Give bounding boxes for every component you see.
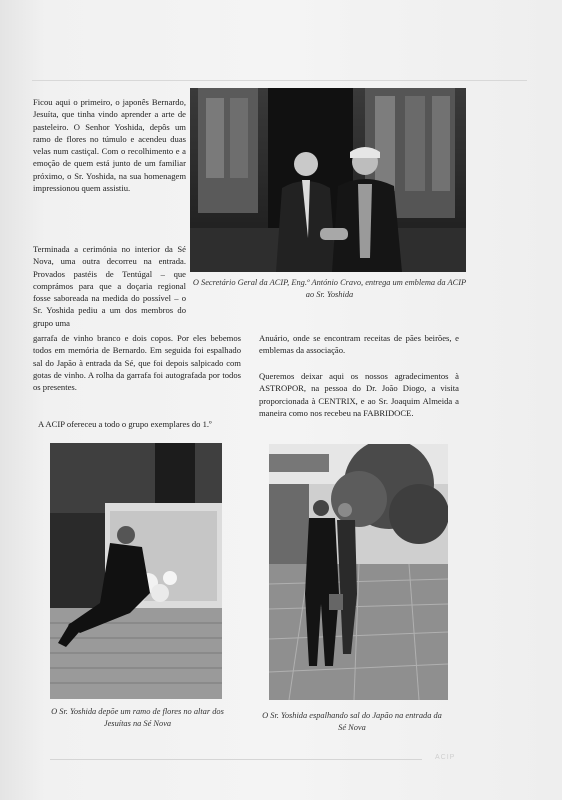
paragraph-ceremony-entrance: Terminada a cerimónia no interior da Sé Nova, uma outra decorreu na entrada. Provados pastéis de Tentúgal – que comprámos para que a doçaria regional fosse saboreada na medida do possível – o Sr. Yoshida pediu a um dos membros do grupo uma — [33, 244, 186, 328]
paragraph-bernardo: Ficou aqui o primeiro, o japonês Bernardo, Jesuíta, que tinha vindo aprender a arte de pasteleiro. O Senhor Yoshida, depôs um ramo de flores no túmulo e acendeu duas velas num castiçal. Com o recolhimento e a emoção de quem está junto de um familiar próximo, o Sr. Yoshida, na sua homenagem impressionou quem assistiu. — [33, 97, 186, 194]
photo-salt-entrance — [269, 444, 448, 700]
paragraph-wine-salt: garrafa de vinho branco e dois copos. Por eles bebemos todos em memória de Bernardo. Em seguida foi espalhado sal do Japão à entrada da Sé, que foi depois salpicado com gotas de vinho. A rolha da garrafa foi autografada por todos os presentes. — [33, 333, 241, 393]
photo-flowers-altar — [50, 443, 222, 699]
caption-photo-3: O Sr. Yoshida espalhando sal do Japão na entrada da Sé Nova — [262, 711, 442, 732]
footer-label: ACIP — [435, 754, 456, 761]
photo-emblem-handover — [190, 88, 466, 272]
paragraph-acip-offer: A ACIP ofereceu a todo o grupo exemplares do 1.º — [38, 419, 212, 429]
footer-rule — [50, 759, 422, 760]
paragraph-anuario: Anuário, onde se encontram receitas de pães beirões, e emblemas da associação. — [259, 333, 459, 356]
paragraph-thanks: Queremos deixar aqui os nossos agradecimentos à ASTROPOR, na pessoa do Dr. João Diogo, a visita proporcionada à CENTRIX, e ao Sr. Joaquim Almeida a maneira como nos recebeu na FABRIDOCE. — [259, 371, 459, 418]
header-rule — [32, 80, 527, 81]
caption-photo-1: O Secretário Geral da ACIP, Eng.º António Cravo, entrega um emblema da ACIP ao Sr. Yoshida — [192, 278, 467, 299]
caption-photo-2: O Sr. Yoshida depõe um ramo de flores no altar dos Jesuítas na Sé Nova — [51, 707, 224, 728]
